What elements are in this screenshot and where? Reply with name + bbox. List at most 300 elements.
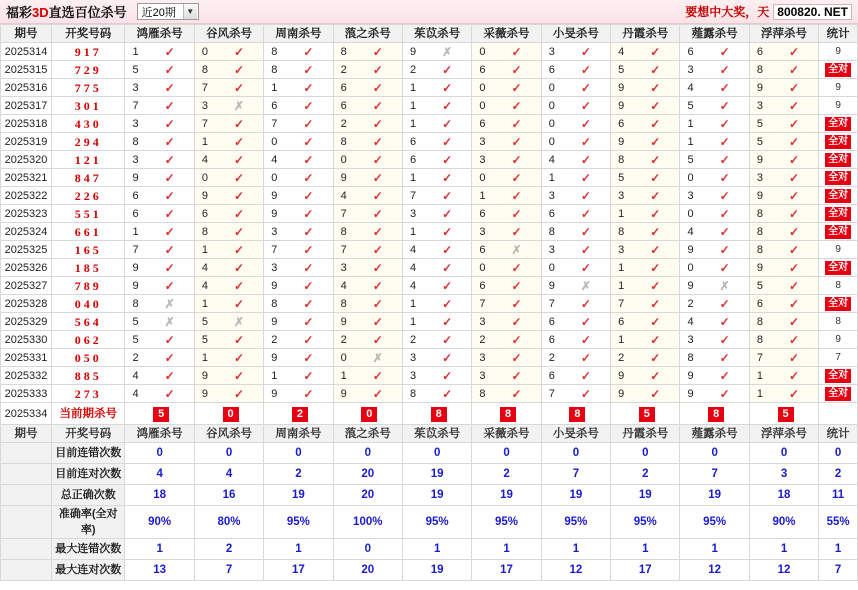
kill-number: 6 [756,45,763,58]
column-header-k10: 浮萍杀号 [749,25,818,43]
footer-column-header-12: 统计 [819,425,858,443]
footer-column-header-11: 浮萍杀号 [749,425,818,443]
check-icon: ✓ [372,170,383,185]
kill-number: 1 [687,135,694,148]
cell-kill-3 [264,367,333,385]
cell-kill-8 [611,43,680,61]
kill-number: 3 [132,153,139,166]
status-badge-all-correct: 全对 [825,261,851,275]
cell-kill-3 [264,61,333,79]
cell-kill-2 [194,367,263,385]
kill-number: 8 [132,135,139,148]
kill-number: 5 [756,279,763,292]
stats-value-5: 0 [402,443,471,464]
check-icon: ✓ [719,224,730,239]
kill-number: 1 [618,279,625,292]
cell-kill-4 [333,241,402,259]
kill-number: 2 [340,333,347,346]
kill-number: 8 [201,225,208,238]
kill-number: 2 [271,333,278,346]
check-icon: ✓ [719,260,730,275]
stats-value-10: 90% [749,506,818,539]
stats-row-label: 准确率(全对率) [52,506,125,539]
kill-number: 2 [340,63,347,76]
stats-value-7: 1 [541,539,610,560]
kill-number: 9 [271,387,278,400]
footer-column-header-5: 蒗之杀号 [333,425,402,443]
status-badge-all-correct: 全对 [825,297,851,311]
check-icon: ✓ [303,224,314,239]
check-icon: ✓ [442,98,453,113]
check-icon: ✓ [164,188,175,203]
cell-period: 2025321 [1,169,52,187]
kill-number: 1 [618,333,625,346]
cell-draw-code: 273 [52,385,125,403]
check-icon: ✓ [789,386,800,401]
footer-column-header-1: 开奖号码 [52,425,125,443]
check-icon: ✓ [303,368,314,383]
cell-kill-1 [125,97,194,115]
check-icon: ✓ [789,80,800,95]
kill-number: 9 [201,189,208,202]
check-icon: ✓ [511,44,522,59]
stats-value-8: 1 [611,539,680,560]
check-icon: ✓ [650,332,661,347]
stats-value-7: 0 [541,443,610,464]
check-icon: ✓ [789,134,800,149]
cell-period: 2025324 [1,223,52,241]
cell-kill-10 [749,61,818,79]
stats-value-6: 19 [472,485,541,506]
cell-kill-2 [194,151,263,169]
chevron-down-icon[interactable]: ▼ [183,4,197,19]
kill-number: 3 [548,243,555,256]
check-icon: ✓ [234,188,245,203]
check-icon: ✓ [303,242,314,257]
kill-number: 4 [409,243,417,256]
kill-number: 8 [271,63,278,76]
cell-kill-6 [472,205,541,223]
kill-number: 3 [548,189,555,202]
cell-kill-1 [125,115,194,133]
check-icon: ✓ [234,296,245,311]
table-row [1,367,858,385]
cell-draw-code: 775 [52,79,125,97]
cell-kill-10 [749,187,818,205]
stats-value-7: 7 [541,464,610,485]
check-icon: ✓ [372,152,383,167]
kill-number: 4 [548,153,555,166]
stats-value-2: 80% [194,506,263,539]
cell-kill-8 [611,187,680,205]
check-icon: ✓ [234,386,245,401]
stats-value-10: 12 [749,560,818,581]
stats-total: 0 [819,443,858,464]
advertisement-banner[interactable] [685,3,852,20]
kill-number: 4 [340,279,347,292]
cell-kill-5 [402,115,471,133]
check-icon: ✓ [164,242,175,257]
table-row [1,295,858,313]
check-icon: ✓ [303,80,314,95]
check-icon: ✓ [580,224,591,239]
check-icon: ✓ [580,350,591,365]
cell-kill-9 [680,331,749,349]
check-icon: ✓ [511,116,522,131]
cell-stat [819,169,858,187]
kill-number: 1 [479,189,486,202]
check-icon: ✓ [372,296,383,311]
cell-kill-5 [402,61,471,79]
stats-value-2: 0 [194,443,263,464]
column-header-stat: 统计 [819,25,858,43]
check-icon: ✓ [164,224,175,239]
check-icon: ✓ [650,224,661,239]
stats-row-spacer [1,443,52,464]
cell-kill-5 [402,259,471,277]
check-icon: ✓ [164,368,175,383]
check-icon: ✓ [719,314,730,329]
cell-kill-6 [472,313,541,331]
check-icon: ✓ [511,152,522,167]
table-row [1,97,858,115]
kill-number: 2 [687,297,694,310]
footer-column-header-8: 小旻杀号 [541,425,610,443]
check-icon: ✓ [442,206,453,221]
kill-number: 5 [756,117,763,130]
kill-number: 0 [479,261,486,274]
kill-number: 3 [618,243,625,256]
cell-kill-2 [194,205,263,223]
cell-stat: 9 [819,241,858,259]
kill-number: 2 [618,351,625,364]
cell-period: 2025314 [1,43,52,61]
cross-icon: ✗ [580,278,591,293]
stats-value-1: 13 [125,560,194,581]
check-icon: ✓ [719,368,730,383]
stats-value-1: 90% [125,506,194,539]
kill-number: 6 [548,207,555,220]
check-icon: ✓ [372,386,383,401]
cell-draw-code: 729 [52,61,125,79]
kill-number: 2 [479,333,486,346]
cell-draw-code: 661 [52,223,125,241]
stats-value-2: 4 [194,464,263,485]
stats-value-3: 1 [264,539,333,560]
cell-kill-2 [194,295,263,313]
cell-kill-7 [541,151,610,169]
kill-number: 9 [687,387,694,400]
check-icon: ✓ [719,386,730,401]
kill-number: 6 [548,315,555,328]
cell-draw-code: 430 [52,115,125,133]
check-icon: ✓ [511,98,522,113]
kill-number: 9 [340,315,347,328]
check-icon: ✓ [372,314,383,329]
cell-period: 2025328 [1,295,52,313]
cross-icon: ✗ [234,98,245,113]
kill-number: 1 [340,369,347,382]
kill-number: 1 [409,225,417,238]
kill-number: 4 [687,81,694,94]
stats-row-label: 目前连对次数 [52,464,125,485]
cell-kill-6 [472,331,541,349]
cell-current-kill-3 [264,403,333,425]
cell-kill-2 [194,97,263,115]
cell-kill-6 [472,241,541,259]
kill-number: 6 [409,153,417,166]
cell-kill-3 [264,187,333,205]
cell-kill-7 [541,205,610,223]
kill-number: 6 [548,63,555,76]
stats-value-10: 18 [749,485,818,506]
kill-number: 9 [618,99,625,112]
cell-stat: 9 [819,43,858,61]
cross-icon: ✗ [164,296,175,311]
cell-kill-5 [402,97,471,115]
stats-total: 55% [819,506,858,539]
cell-kill-8 [611,259,680,277]
kill-number: 5 [201,333,208,346]
status-badge-all-correct: 全对 [825,117,851,131]
kill-number: 8 [271,45,278,58]
table-body [1,43,858,403]
check-icon: ✓ [164,98,175,113]
cell-kill-9 [680,133,749,151]
kill-number: 5 [756,135,763,148]
check-icon: ✓ [303,62,314,77]
table-row [1,169,858,187]
cell-kill-8 [611,79,680,97]
kill-number: 8 [340,225,347,238]
cell-kill-4 [333,313,402,331]
cell-kill-9 [680,241,749,259]
cell-draw-code: 050 [52,349,125,367]
kill-number: 6 [271,99,278,112]
kill-number: 0 [548,261,555,274]
cell-kill-5 [402,367,471,385]
kill-number: 6 [479,63,486,76]
kill-number: 0 [479,171,486,184]
kill-number-table [0,24,858,581]
check-icon: ✓ [650,368,661,383]
current-period-label: 当前期杀号 [52,403,125,425]
stats-row [1,464,858,485]
kill-number: 9 [271,315,278,328]
cell-kill-3 [264,151,333,169]
cell-period: 2025319 [1,133,52,151]
cell-kill-1 [125,79,194,97]
kill-number: 4 [132,369,139,382]
status-badge-all-correct: 全对 [825,225,851,239]
check-icon: ✓ [303,116,314,131]
check-icon: ✓ [580,116,591,131]
kill-number: 0 [548,81,555,94]
check-icon: ✓ [164,170,175,185]
stats-value-7: 19 [541,485,610,506]
stats-value-5: 95% [402,506,471,539]
kill-number: 9 [618,369,625,382]
kill-number: 9 [756,153,763,166]
cell-kill-5 [402,385,471,403]
current-period-row [1,403,858,425]
stats-value-2: 7 [194,560,263,581]
period-range-select[interactable] [137,3,199,20]
cell-kill-10 [749,169,818,187]
status-badge-all-correct: 全对 [825,171,851,185]
cross-icon: ✗ [511,242,522,257]
cell-kill-2 [194,187,263,205]
cell-kill-4 [333,169,402,187]
kill-number: 9 [271,189,278,202]
stats-total: 2 [819,464,858,485]
cell-period: 2025330 [1,331,52,349]
check-icon: ✓ [372,62,383,77]
cell-kill-5 [402,241,471,259]
table-header [1,25,858,43]
stats-row-spacer [1,506,52,539]
table-row [1,205,858,223]
check-icon: ✓ [372,98,383,113]
cell-kill-3 [264,43,333,61]
page-title-red: 3D [32,5,49,20]
check-icon: ✓ [372,134,383,149]
footer-column-header-6: 茱苡杀号 [402,425,471,443]
check-icon: ✓ [580,260,591,275]
current-kill-number: 2 [292,407,308,422]
kill-number: 4 [201,261,208,274]
check-icon: ✓ [303,134,314,149]
kill-number: 1 [201,243,208,256]
cell-kill-9 [680,151,749,169]
kill-number: 7 [340,207,347,220]
cell-kill-4 [333,133,402,151]
kill-number: 5 [687,99,694,112]
column-header-k2: 谷风杀号 [194,25,263,43]
stats-value-3: 0 [264,443,333,464]
cell-kill-9 [680,349,749,367]
cell-kill-10 [749,367,818,385]
check-icon: ✓ [789,206,800,221]
cell-kill-4 [333,97,402,115]
check-icon: ✓ [442,386,453,401]
check-icon: ✓ [511,224,522,239]
check-icon: ✓ [303,386,314,401]
check-icon: ✓ [303,278,314,293]
check-icon: ✓ [650,44,661,59]
kill-number: 3 [271,225,278,238]
kill-number: 1 [409,81,417,94]
check-icon: ✓ [511,134,522,149]
kill-number: 9 [687,279,694,292]
kill-number: 7 [201,81,208,94]
kill-number: 9 [409,45,417,58]
check-icon: ✓ [164,80,175,95]
kill-number: 5 [618,171,625,184]
cell-kill-8 [611,61,680,79]
kill-number: 3 [687,63,694,76]
cell-draw-code: 789 [52,277,125,295]
cell-kill-10 [749,205,818,223]
cell-kill-9 [680,295,749,313]
check-icon: ✓ [303,260,314,275]
cell-kill-2 [194,331,263,349]
cell-period: 2025322 [1,187,52,205]
check-icon: ✓ [719,116,730,131]
kill-number: 0 [479,99,486,112]
cell-kill-8 [611,367,680,385]
check-icon: ✓ [580,134,591,149]
stats-value-1: 0 [125,443,194,464]
stats-value-5: 19 [402,560,471,581]
check-icon: ✓ [372,224,383,239]
cell-kill-3 [264,79,333,97]
kill-number: 0 [548,135,555,148]
check-icon: ✓ [580,296,591,311]
check-icon: ✓ [164,332,175,347]
cell-kill-4 [333,187,402,205]
check-icon: ✓ [789,62,800,77]
check-icon: ✓ [442,368,453,383]
kill-number: 8 [756,315,763,328]
stats-value-7: 12 [541,560,610,581]
cell-kill-1 [125,331,194,349]
cell-kill-4 [333,295,402,313]
check-icon: ✓ [234,350,245,365]
column-header-period: 期号 [1,25,52,43]
stats-value-2: 16 [194,485,263,506]
check-icon: ✓ [789,116,800,131]
check-icon: ✓ [234,152,245,167]
check-icon: ✓ [719,242,730,257]
cell-current-kill-8 [611,403,680,425]
table-row [1,349,858,367]
kill-number: 4 [687,315,694,328]
column-header-k5: 茱苡杀号 [402,25,471,43]
cell-draw-code: 294 [52,133,125,151]
stats-value-8: 17 [611,560,680,581]
cell-kill-10 [749,97,818,115]
kill-number: 4 [201,279,208,292]
cell-kill-2 [194,259,263,277]
cell-period: 2025333 [1,385,52,403]
kill-number: 8 [756,207,763,220]
table-row [1,385,858,403]
cell-stat [819,295,858,313]
check-icon: ✓ [719,44,730,59]
cell-draw-code: 165 [52,241,125,259]
stats-row-label: 总正确次数 [52,485,125,506]
kill-number: 3 [409,351,417,364]
kill-number: 4 [618,45,625,58]
cell-kill-10 [749,43,818,61]
kill-number: 8 [201,63,208,76]
cell-kill-1 [125,169,194,187]
column-header-k6: 采薇杀号 [472,25,541,43]
kill-number: 9 [756,189,763,202]
cell-kill-6 [472,43,541,61]
cell-kill-9 [680,79,749,97]
cell-draw-code: 185 [52,259,125,277]
kill-number: 4 [687,225,694,238]
kill-number: 3 [479,225,486,238]
kill-number: 5 [201,315,208,328]
stats-value-1: 18 [125,485,194,506]
cell-kill-7 [541,367,610,385]
header-bar [0,0,858,24]
stats-value-8: 0 [611,443,680,464]
check-icon: ✓ [650,386,661,401]
